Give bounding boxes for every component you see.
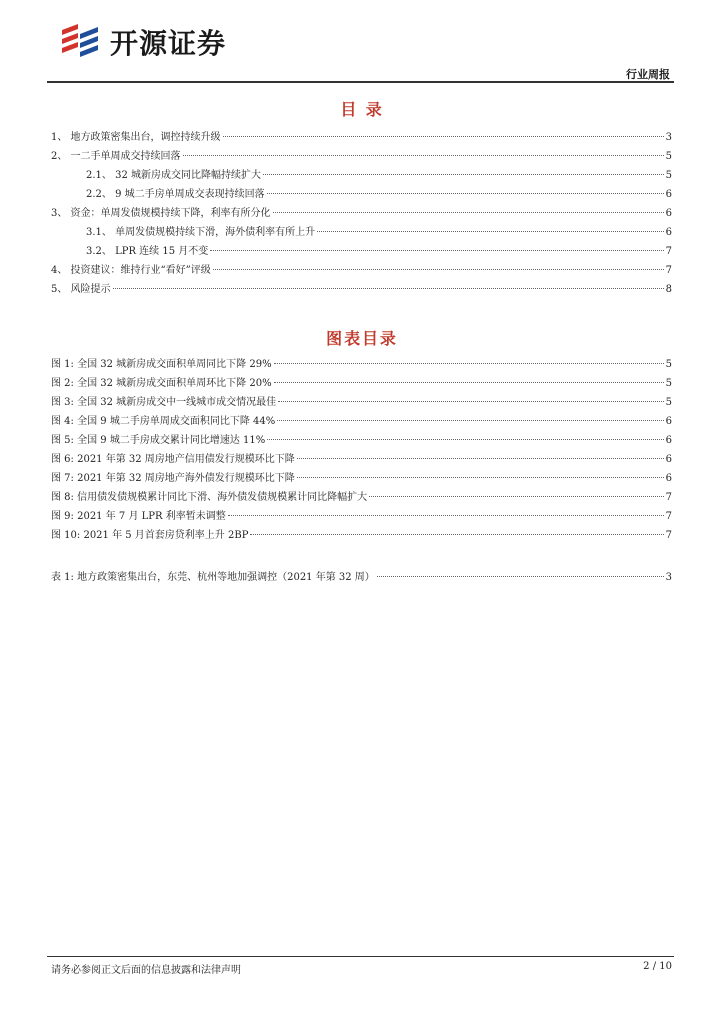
toc-item-page: 6	[665, 189, 672, 200]
toc-item-text: 投资建议：维持行业“看好”评级	[70, 265, 211, 276]
dot-leader	[297, 477, 664, 478]
dot-leader	[274, 363, 664, 364]
figure-item[interactable]	[51, 489, 672, 506]
figure-item-page: 5	[665, 359, 672, 370]
figure-item[interactable]	[51, 470, 672, 487]
figure-item[interactable]	[51, 413, 672, 430]
header-divider	[47, 81, 674, 83]
company-name: 开源证券	[110, 27, 227, 60]
company-logo	[58, 20, 226, 64]
toc-item-text: 单周发债规模持续下滑，海外债利率有所上升	[115, 227, 316, 238]
toc-item-page: 7	[665, 246, 672, 257]
figure-item[interactable]	[51, 394, 672, 411]
toc-item[interactable]	[51, 148, 672, 165]
figure-item[interactable]	[51, 508, 672, 525]
toc-item-page: 8	[665, 284, 672, 295]
figure-list-title: 图表目录	[326, 329, 398, 348]
dot-leader	[250, 534, 663, 535]
toc-item-number: 4、	[51, 265, 71, 276]
dot-leader	[277, 420, 663, 421]
toc-item-number: 1、	[51, 132, 71, 143]
figure-item-page: 7	[665, 530, 672, 541]
figure-item-number: 图 9:	[51, 511, 78, 522]
figure-item-number: 图 5:	[51, 435, 78, 446]
table-item-text: 地方政策密集出台，东莞、杭州等地加强调控（2021 年第 32 周）	[77, 572, 375, 583]
report-type-label: 行业周报	[626, 68, 670, 81]
page-number: 2 / 10	[643, 961, 672, 972]
dot-leader	[213, 269, 664, 270]
toc-title: 目 录	[340, 100, 384, 119]
figure-item-text: 全国 32 城新房成交中一线城市成交情况最佳	[77, 397, 277, 408]
toc-item-number: 3.1、	[86, 227, 116, 238]
toc-item-page: 5	[665, 151, 672, 162]
figure-item[interactable]	[51, 356, 672, 373]
figure-item-page: 6	[665, 473, 672, 484]
figure-item-number: 图 8:	[51, 492, 78, 503]
figure-item[interactable]	[51, 375, 672, 392]
figure-item-page: 6	[665, 435, 672, 446]
toc-item-page: 7	[665, 265, 672, 276]
dot-leader	[223, 136, 664, 137]
footer-divider	[47, 956, 674, 957]
toc-item-page: 6	[665, 227, 672, 238]
figure-item-text: 全国 9 城二手房成交累计同比增速达 11%	[77, 435, 266, 446]
dot-leader	[377, 576, 664, 577]
figure-item-number: 图 2:	[51, 378, 78, 389]
figure-item[interactable]	[51, 432, 672, 449]
figure-item-text: 2021 年第 32 周房地产信用债发行规模环比下降	[77, 454, 295, 465]
figure-item-text: 信用债发债规模累计同比下滑、海外债发债规模累计同比降幅扩大	[77, 492, 368, 503]
disclaimer-note: 请务必参阅正文后面的信息披露和法律声明	[51, 965, 241, 976]
figure-item-number: 图 3:	[51, 397, 78, 408]
toc-item-number: 2、	[51, 151, 71, 162]
company-logo-mark-icon	[58, 20, 102, 64]
toc-item[interactable]	[51, 129, 672, 146]
toc-item-text: 9 城二手房单周成交表现持续回落	[115, 189, 265, 200]
toc-item[interactable]	[51, 281, 672, 298]
toc-subitem[interactable]	[86, 224, 672, 241]
dot-leader	[273, 212, 664, 213]
toc-subitem[interactable]	[86, 186, 672, 203]
toc-item-number: 3、	[51, 208, 71, 219]
toc-item-text: 一二手单周成交持续回落	[70, 151, 181, 162]
figure-item-page: 7	[665, 511, 672, 522]
toc-item[interactable]	[51, 205, 672, 222]
figure-item[interactable]	[51, 451, 672, 468]
toc-item-number: 3.2、	[86, 246, 116, 257]
table-item-number: 表 1:	[51, 572, 78, 583]
dot-leader	[228, 515, 664, 516]
dot-leader	[317, 231, 664, 232]
figure-item-number: 图 7:	[51, 473, 78, 484]
dot-leader	[369, 496, 664, 497]
toc-item-page: 3	[665, 132, 672, 143]
table-item[interactable]	[51, 569, 672, 586]
toc-item-number: 5、	[51, 284, 71, 295]
table-item-page: 3	[665, 572, 672, 583]
toc-item-text: 32 城新房成交同比降幅持续扩大	[115, 170, 261, 181]
toc-item-text: 地方政策密集出台，调控持续升级	[70, 132, 221, 143]
toc-item-number: 2.1、	[86, 170, 116, 181]
figure-item-page: 6	[665, 454, 672, 465]
toc-item-number: 2.2、	[86, 189, 116, 200]
toc-subitem[interactable]	[86, 167, 672, 184]
dot-leader	[274, 382, 664, 383]
figure-item-text: 全国 32 城新房成交面积单周同比下降 29%	[77, 359, 272, 370]
figure-item-text: 2021 年 5 月首套房贷利率上升 2BP	[83, 530, 249, 541]
figure-item-number: 图 4:	[51, 416, 78, 427]
dot-leader	[210, 250, 663, 251]
figure-item-number: 图 10:	[51, 530, 84, 541]
figure-item-text: 全国 9 城二手房单周成交面积同比下降 44%	[77, 416, 276, 427]
dot-leader	[278, 401, 663, 402]
figure-item-number: 图 6:	[51, 454, 78, 465]
dot-leader	[267, 193, 664, 194]
toc-item-page: 6	[665, 208, 672, 219]
toc-item-text: 风险提示	[70, 284, 111, 295]
toc-item-text: 资金：单周发债规模持续下降，利率有所分化	[70, 208, 271, 219]
figure-item-text: 2021 年第 32 周房地产海外债发行规模环比下降	[77, 473, 295, 484]
toc-item-page: 5	[665, 170, 672, 181]
dot-leader	[263, 174, 664, 175]
toc-item-text: LPR 连续 15 月不变	[115, 246, 209, 257]
toc-subitem[interactable]	[86, 243, 672, 260]
figure-item[interactable]	[51, 527, 672, 544]
figure-item-text: 全国 32 城新房成交面积单周环比下降 20%	[77, 378, 272, 389]
toc-item[interactable]	[51, 262, 672, 279]
figure-item-number: 图 1:	[51, 359, 78, 370]
figure-item-page: 7	[665, 492, 672, 503]
dot-leader	[297, 458, 664, 459]
dot-leader	[267, 439, 663, 440]
figure-item-page: 5	[665, 397, 672, 408]
dot-leader	[113, 288, 664, 289]
dot-leader	[183, 155, 664, 156]
figure-item-page: 5	[665, 378, 672, 389]
figure-item-page: 6	[665, 416, 672, 427]
figure-item-text: 2021 年 7 月 LPR 利率暂未调整	[77, 511, 226, 522]
